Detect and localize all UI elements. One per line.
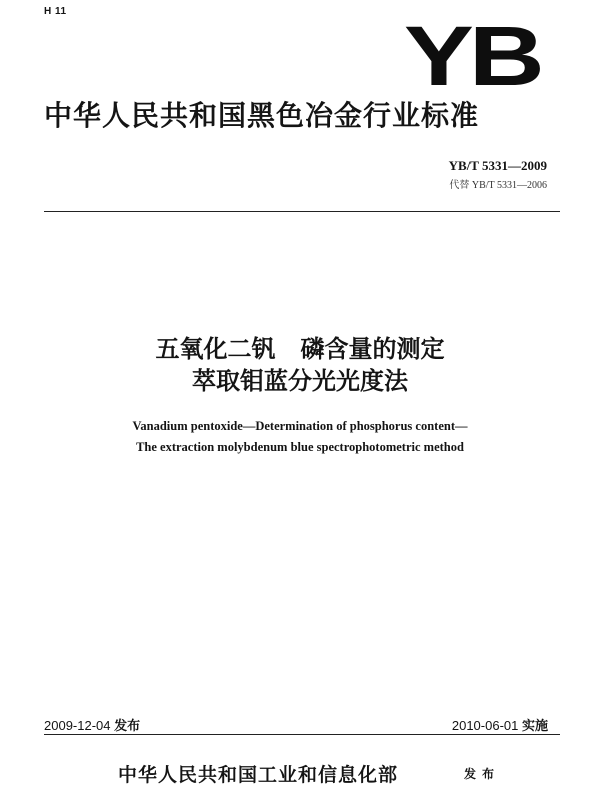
issue-date-label: 发布 <box>114 719 141 734</box>
implementation-date-label: 实施 <box>521 719 548 734</box>
footer-divider <box>44 734 560 735</box>
title-chinese-line-1: 五氧化二钒 磷含量的测定 <box>155 335 445 363</box>
title-english-line-2: The extraction molybdenum blue spectrophotometric method <box>136 440 464 454</box>
issue-date <box>44 715 140 734</box>
issued-label: 发布 <box>464 767 501 781</box>
implementation-date-value: 2010-06-01 <box>451 718 519 733</box>
title-english-line-1: Vanadium pentoxide—Determination of phosphorus content— <box>132 419 468 433</box>
title-chinese-line-2: 萃取钼蓝分光光度法 <box>192 367 408 395</box>
classification-code: H 11 <box>44 6 67 17</box>
issue-date-value: 2009-12-04 <box>44 718 111 733</box>
replaces-standard: 代替 YB/T 5331—2006 <box>449 180 547 191</box>
implementation-date <box>452 715 548 734</box>
standard-category-title: 中华人民共和国黑色冶金行业标准 <box>44 99 480 132</box>
standard-number: YB/T 5331—2009 <box>448 158 547 173</box>
yb-logo: YB <box>404 9 540 103</box>
header-divider <box>44 211 560 212</box>
issuing-authority: 中华人民共和国工业和信息化部 <box>118 764 399 786</box>
